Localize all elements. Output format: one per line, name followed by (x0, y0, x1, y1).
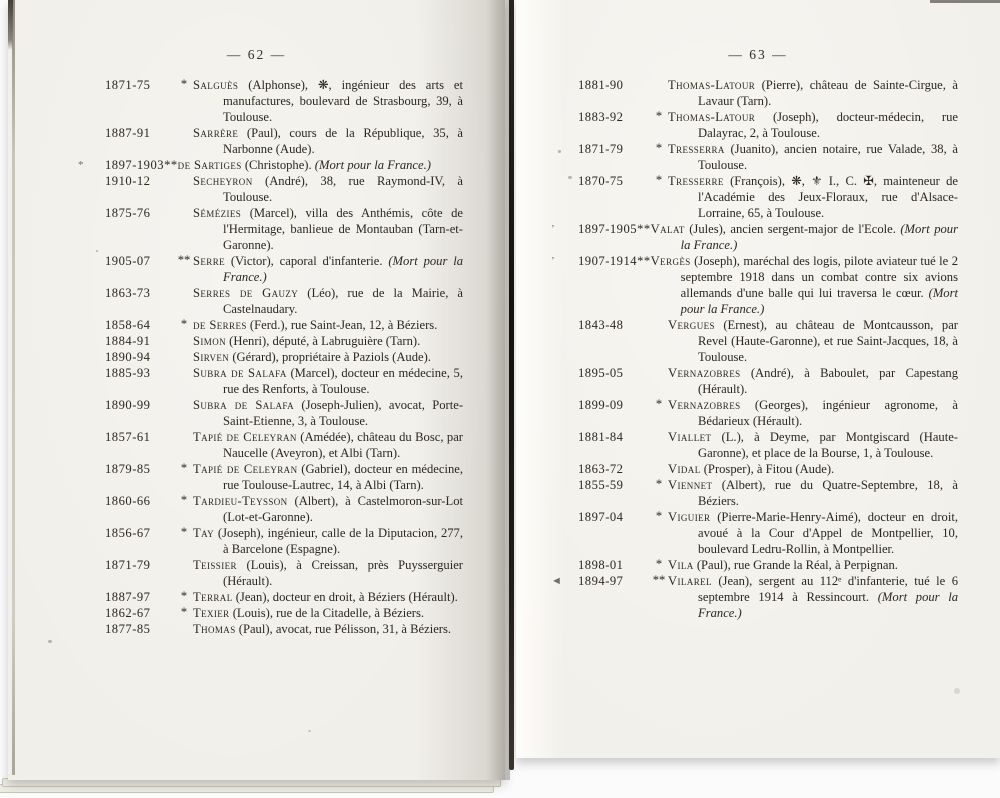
directory-entry (78, 157, 463, 173)
entry-description: (Marcel), villa des Anthémis, côte de l'Hermitage, banlieue de Montauban (Tarn-et-Garonne). (223, 206, 463, 252)
entry-description: (Pierre-Marie-Henry-Aimé), docteur en droit, avoué à la Cour d'Appel de Montpellier, 10, boulevard Ledru-Rollin, à Montpellier. (698, 510, 958, 556)
entry-years: 1858-64 (105, 318, 151, 332)
entry-name: Viguier (668, 510, 711, 524)
entry-years: 1910-12 (105, 174, 151, 188)
entry-text (193, 605, 463, 621)
entry-description: (Joseph), docteur-médecin, rue Dalayrac, 2, à Toulouse. (698, 110, 958, 140)
directory-entry (105, 605, 463, 621)
directory-entry (578, 429, 958, 461)
entry-description: (Marcel), docteur en médecine, 5, rue des Renforts, à Toulouse. (223, 366, 463, 396)
scan-speck (568, 176, 572, 179)
margin-mark: ◄ (551, 575, 562, 587)
entry-years: 1856-67 (105, 526, 151, 540)
directory-entry (105, 317, 463, 333)
entry-name: Vernazobres (668, 366, 741, 380)
directory-entry (105, 493, 463, 525)
entry-description: (Léo), rue de la Mairie, à Castelnaudary. (223, 286, 463, 316)
entry-name: Vila (668, 558, 694, 572)
entry-text (668, 109, 958, 141)
directory-entry (105, 557, 463, 589)
entry-years: 1894-97 (578, 574, 624, 588)
directory-entry (105, 173, 463, 205)
entry-star: * (655, 477, 663, 491)
directory-entry (578, 141, 958, 173)
directory-entries-left (78, 77, 464, 637)
entry-text (668, 173, 958, 221)
entry-years: 1883-92 (578, 110, 624, 124)
entry-description: (Gabriel), docteur en médecine, rue Toulouse-Lautrec, 14, à Albi (Tarn). (223, 462, 463, 492)
entry-years: 1887-97 (105, 590, 151, 604)
entry-years: 1871-75 (105, 78, 151, 92)
entry-years: 1871-79 (105, 558, 151, 572)
entry-text (193, 525, 463, 557)
entry-description: (Georges), ingénieur agronome, à Bédarieux (Hérault). (698, 398, 958, 428)
entry-text (193, 429, 463, 461)
entry-name: Viennet (668, 478, 713, 492)
entry-years: 1877-85 (105, 622, 151, 636)
entry-name: Tardieu-Teysson (193, 494, 288, 508)
directory-entry (105, 285, 463, 317)
entry-text (193, 365, 463, 397)
scan-speck (558, 150, 561, 153)
entry-name: Simon (193, 334, 227, 348)
entry-years: 1870-75 (578, 174, 624, 188)
entry-description: (Joseph), ingénieur, calle de la Diputacion, 277, à Barcelone (Espagne). (214, 526, 463, 556)
scan-speck (308, 730, 311, 732)
entry-years: 1898-01 (578, 558, 624, 572)
scan-speck (954, 688, 960, 694)
entry-text (193, 333, 463, 349)
directory-entry (105, 589, 463, 605)
entry-text (178, 157, 463, 173)
entry-text (668, 141, 958, 173)
entry-description: (Paul), rue Grande la Réal, à Perpignan. (693, 558, 898, 572)
directory-entry (105, 397, 463, 429)
entry-description: (Paul), avocat, rue Pélisson, 31, à Béziers. (235, 622, 452, 636)
page-edge-lines (930, 0, 1000, 3)
entry-text (651, 221, 958, 253)
entry-name: Teissier (193, 558, 237, 572)
directory-entry (578, 461, 958, 477)
entry-name: Vilarel (668, 574, 712, 588)
entry-star: * (655, 397, 663, 411)
directory-entry (105, 77, 463, 125)
entry-years: 1863-72 (578, 462, 624, 476)
directory-entry (578, 317, 958, 365)
entry-years: 1907-1914** (578, 254, 651, 268)
directory-entry (551, 573, 959, 621)
directory-entry (105, 253, 463, 285)
entry-star: * (180, 589, 188, 603)
entry-years: 1897-1905** (578, 222, 651, 236)
entry-text (668, 477, 958, 509)
entry-name: Tapié de Celeyran (193, 430, 297, 444)
entry-name: Thomas (193, 622, 236, 636)
scan-speck (96, 250, 98, 252)
entry-years: 1881-84 (578, 430, 624, 444)
entry-star: * (655, 509, 663, 523)
entry-star: * (655, 141, 663, 155)
entry-years: 1855-59 (578, 478, 624, 492)
entry-text (193, 125, 463, 157)
gutter-shadow (486, 0, 510, 780)
entry-star: * (655, 173, 663, 187)
entry-text (668, 573, 958, 621)
entry-text (193, 285, 463, 317)
entry-name: Terral (193, 590, 233, 604)
entry-description: (Juanito), ancien notaire, rue Valade, 38, à Toulouse. (698, 142, 958, 172)
entry-name: Texier (193, 606, 230, 620)
entry-text (193, 205, 463, 253)
entry-years: 1890-94 (105, 350, 151, 364)
entry-description: (Albert), à Castelmoron-sur-Lot (Lot-et-Garonne). (223, 494, 463, 524)
entry-description: (Jean), docteur en droit, à Béziers (Hérault). (232, 590, 458, 604)
entry-text (193, 557, 463, 589)
directory-entry (578, 477, 958, 509)
entry-text (668, 509, 958, 557)
entry-mort-note: (Mort pour la France.) (223, 254, 464, 284)
entry-name: Sirven (193, 350, 230, 364)
margin-mark: ’ (551, 223, 555, 235)
directory-entry (105, 525, 463, 557)
entry-star: * (655, 109, 663, 123)
entry-description: (L.), à Deyme, par Montgiscard (Haute-Garonne), et place de la Bourse, 1, à Toulouse. (698, 430, 958, 460)
entry-years: 1863-73 (105, 286, 151, 300)
entry-years: 1857-61 (105, 430, 151, 444)
page-edge-lines (12, 0, 15, 775)
directory-entry (551, 253, 959, 317)
entry-years: 1897-1903** (105, 158, 178, 172)
entry-years: 1885-93 (105, 366, 151, 380)
entry-description: (Henri), député, à Labruguière (Tarn). (226, 334, 421, 348)
directory-entry (105, 429, 463, 461)
entry-description: (Joseph-Julien), avocat, Porte-Saint-Etienne, 3, à Toulouse. (223, 398, 464, 428)
directory-entry (578, 77, 958, 109)
entry-name: Thomas-Latour (668, 110, 756, 124)
entry-name: Serres de Gauzy (193, 286, 299, 300)
page-corner-shadow (8, 0, 13, 50)
entry-name: Viallet (668, 430, 712, 444)
entry-years: 1843-48 (578, 318, 624, 332)
scan-speck (774, 453, 778, 457)
entry-years: 1879-85 (105, 462, 151, 476)
directory-entry (105, 461, 463, 493)
entry-text (668, 429, 958, 461)
directory-entry (551, 221, 958, 253)
entry-text (193, 589, 463, 605)
entry-name: Subra de Salafa (193, 366, 287, 380)
entry-star: ** (652, 573, 666, 587)
entry-text (193, 493, 463, 525)
directory-entry (578, 109, 958, 141)
entry-name: Secheyron (193, 174, 253, 188)
entry-name: Sémézies (193, 206, 242, 220)
entry-star: * (655, 557, 663, 571)
entry-text (193, 317, 463, 333)
entry-star: * (180, 461, 188, 475)
entry-name: Vergues (668, 318, 715, 332)
directory-entry (578, 557, 958, 573)
entry-text (668, 77, 958, 109)
entry-name: Vernazobres (668, 398, 741, 412)
directory-entry (105, 205, 463, 253)
entry-years: 1875-76 (105, 206, 151, 220)
entry-description: (André), 38, rue Raymond-IV, à Toulouse. (223, 174, 463, 204)
entry-text (193, 621, 463, 637)
book-binding-line (509, 0, 514, 770)
scan-speck (48, 640, 52, 643)
directory-entry (105, 621, 463, 637)
entry-name: Subra de Salafa (193, 398, 295, 412)
entry-description: (François), ❋, ⚜ I., C. ✠, mainteneur de l'Académie des Jeux-Floraux, rue d'Alsace-Lorraine, 65, à Toulouse. (698, 174, 958, 220)
margin-mark: * (78, 159, 84, 171)
entry-years: 1860-66 (105, 494, 151, 508)
directory-entry (105, 349, 463, 365)
entry-description: (Victor), caporal d'infanterie. (225, 254, 383, 268)
page-number-63: — 63 — (728, 47, 788, 62)
entry-description: (Ferd.), rue Saint-Jean, 12, à Béziers. (246, 318, 438, 332)
entry-description: (Paul), cours de la République, 35, à Narbonne (Aude). (223, 126, 463, 156)
entry-star: ** (177, 253, 191, 267)
entry-star: * (180, 77, 188, 91)
entry-years: 1890-99 (105, 398, 151, 412)
page-62 (8, 0, 505, 780)
entry-name: de Serres (193, 318, 247, 332)
directory-entries-right (551, 77, 959, 621)
entry-name: Vergès (650, 254, 691, 268)
entry-name: Salguès (193, 78, 239, 92)
entry-text (193, 173, 463, 205)
page-63 (516, 0, 1000, 758)
entry-text (668, 365, 958, 397)
entry-text (668, 461, 958, 477)
entry-mort-note: (Mort pour la France.) (698, 590, 959, 620)
entry-description: (Jean), sergent au 112ᵉ d'infanterie, tué le 6 septembre 1914 à Ressincourt. (698, 574, 958, 604)
entry-years: 1871-79 (578, 142, 624, 156)
page-number-62: — 62 — (226, 47, 287, 62)
entry-text (193, 253, 463, 285)
entry-text (193, 397, 463, 429)
directory-entry (105, 125, 463, 157)
entry-years: 1884-91 (105, 334, 151, 348)
entry-description: (Louis), à Creissan, près Puysserguier (Hérault). (223, 558, 463, 588)
entry-text (193, 461, 463, 493)
entry-name: Tresserre (668, 174, 724, 188)
margin-mark: ’ (551, 255, 555, 267)
entry-years: 1905-07 (105, 254, 151, 268)
entry-name: Tapié de Celeyran (193, 462, 298, 476)
directory-entry (578, 509, 958, 557)
entry-description: (Gérard), propriétaire à Paziols (Aude). (229, 350, 431, 364)
directory-entry (578, 365, 958, 397)
entry-years: 1895-05 (578, 366, 624, 380)
entry-description: (Alphonse), ❋, ingénieur des arts et manufactures, boulevard de Strasbourg, 39, à Toulouse. (223, 78, 463, 124)
entry-text (193, 77, 463, 125)
directory-entry (105, 365, 463, 397)
entry-description: (Christophe). (241, 158, 312, 172)
entry-text (651, 253, 958, 317)
entry-name: Sarrère (193, 126, 239, 140)
entry-text (668, 557, 958, 573)
entry-text (193, 349, 463, 365)
entry-text (668, 317, 958, 365)
entry-name: Serre (193, 254, 226, 268)
entry-star: * (180, 317, 188, 331)
entry-description: (André), à Baboulet, par Capestang (Hérault). (698, 366, 958, 396)
entry-star: * (180, 493, 188, 507)
entry-years: 1881-90 (578, 78, 624, 92)
entry-years: 1897-04 (578, 510, 624, 524)
entry-mort-note: (Mort pour la France.) (680, 222, 958, 252)
entry-years: 1899-09 (578, 398, 624, 412)
entry-years: 1862-67 (105, 606, 151, 620)
entry-name: Tay (193, 526, 215, 540)
entry-mort-note: (Mort pour la France.) (680, 286, 959, 316)
entry-description: (Joseph), maréchal des logis, pilote aviateur tué le 2 septembre 1918 dans un combat contre six avions allemands d'une balle qui lui traversa le cœur. (680, 254, 958, 300)
entry-name: de Sartiges (177, 158, 242, 172)
entry-description: (Louis), rue de la Citadelle, à Béziers. (229, 606, 425, 620)
directory-entry (578, 173, 958, 221)
entry-description: (Pierre), château de Sainte-Cirgue, à Lavaur (Tarn). (698, 78, 958, 108)
entry-description: (Ernest), au château de Montcausson, par Revel (Haute-Garonne), et rue Saint-Jacques, 18, à Toulouse. (698, 318, 958, 364)
entry-name: Thomas-Latour (668, 78, 756, 92)
entry-description: (Albert), rue du Quatre-Septembre, 18, à Béziers. (698, 478, 958, 508)
entry-text (668, 397, 958, 429)
entry-name: Valat (650, 222, 685, 236)
entry-name: Vidal (668, 462, 701, 476)
entry-star: * (180, 525, 188, 539)
entry-years: 1887-91 (105, 126, 151, 140)
entry-mort-note: (Mort pour la France.) (311, 158, 431, 172)
entry-description: (Prosper), à Fitou (Aude). (700, 462, 835, 476)
entry-description: (Amédée), château du Bosc, par Naucelle (Aveyron), et Albi (Tarn). (223, 430, 464, 460)
directory-entry (578, 397, 958, 429)
directory-entry (105, 333, 463, 349)
entry-star: * (180, 605, 188, 619)
entry-description: (Jules), ancien sergent-major de l'Ecole. (684, 222, 896, 236)
entry-name: Tresserra (668, 142, 725, 156)
